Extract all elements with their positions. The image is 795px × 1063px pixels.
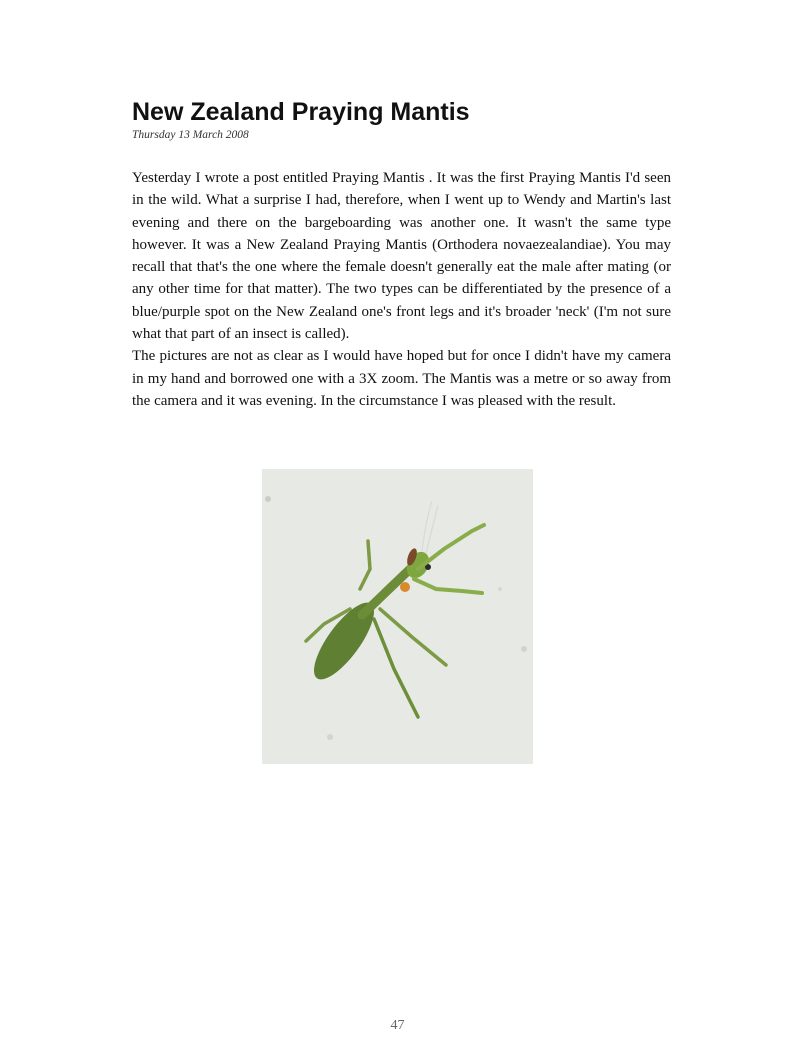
mantis-photo [262,469,533,764]
mantis-illustration [262,469,533,764]
page-number: 47 [390,1018,405,1033]
paragraph-2: The pictures are not as clear as I would have hoped but for once I didn't have my camera in my hand and borrowed one with a 3X zoom. The Mantis was a metre or so away from the camera and it was evening. In the circumstance I was pleased with the result. [132,348,671,409]
paragraph-1: Yesterday I wrote a post entitled Praying Mantis . It was the first Praying Mantis I'd seen in the wild. What a surprise I had, therefore, when I went up to Wendy and Martin's last evening and there on the bargeboarding was another one. It wasn't the same type however. It was a New Zealand Praying Mantis (Orthodera novaezealandiae). You may recall that that's the one where the female doesn't generally eat the male after mating (or any other time for that matter). The two types can be differentiated by the presence of a blue/purple spot on the New Zealand one's front legs and it's broader 'neck' (I'm not sure what that part of an insect is called). [132,170,671,343]
article-date: Thursday 13 March 2008 [132,129,249,141]
article-title: New Zealand Praying Mantis [132,98,470,126]
article-body [132,167,671,412]
